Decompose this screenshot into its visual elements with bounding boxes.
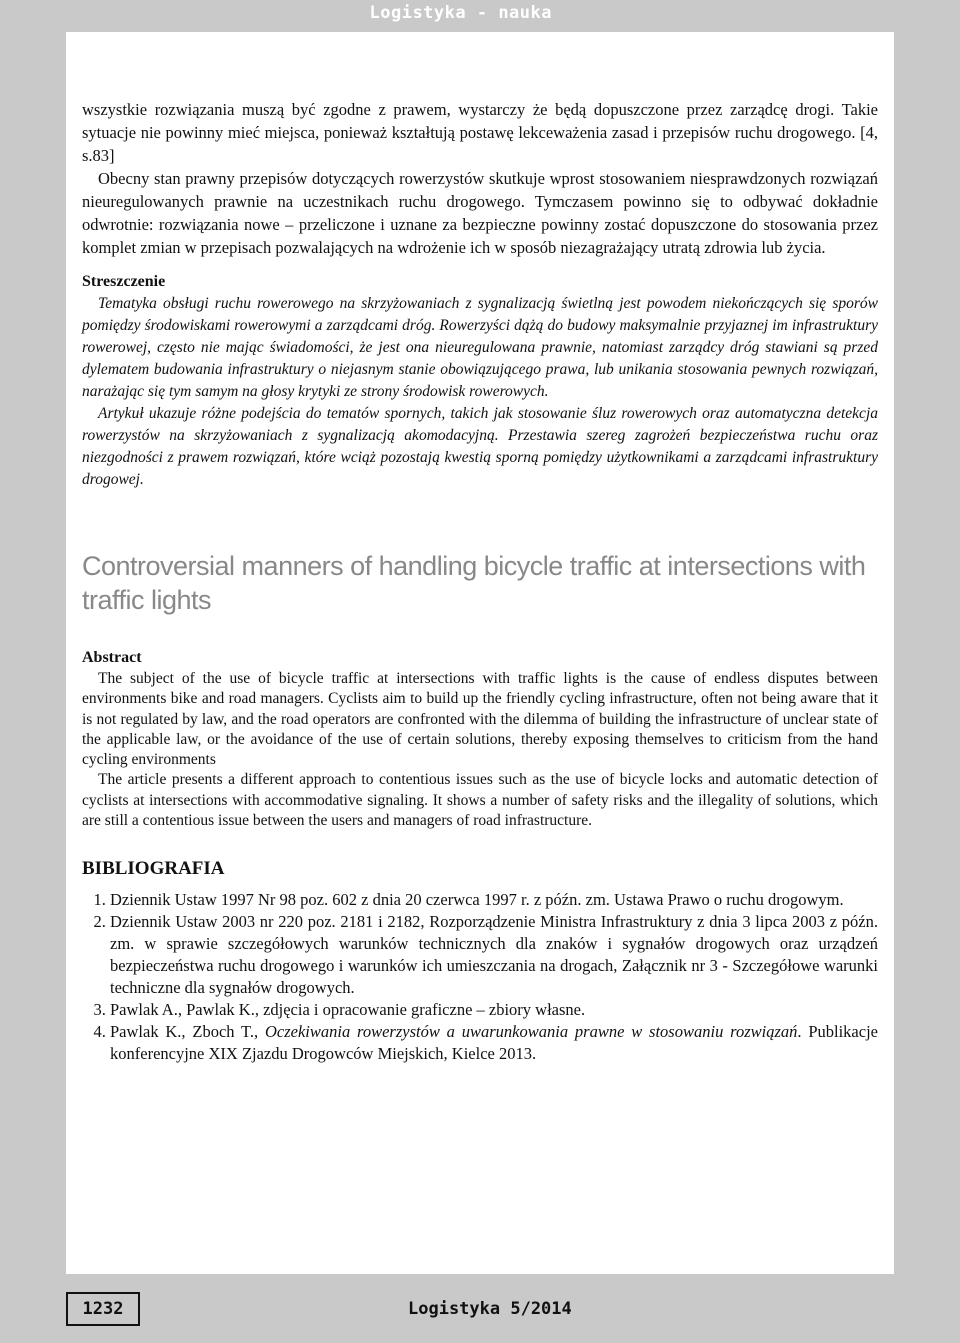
bibliography-item-authors: Pawlak K., Zboch T., [110, 1022, 265, 1042]
intro-paragraph-2: Obecny stan prawny przepisów dotyczących rowerzystów skutkuje wprost stosowaniem niesprawdzonych rozwiązań nieuregulowanych prawnie na uczestnikach ruchu drogowego. Tymczasem powinno się to odbywać dokładnie odwrotnie: rozwiązania nowe – przeliczone i uznane za bezpieczne powinny zostać dopuszczone do stosowania przez komplet zmian w przepisach pozwalających na wdrożenie ich w sposób niezagrażający utratą zdrowia lub życia. [82, 169, 878, 257]
abstract-heading: Abstract [82, 649, 142, 666]
intro-paragraph-1: wszystkie rozwiązania muszą być zgodne z prawem, wystarczy że będą dopuszczone przez zarządcę drogi. Takie sytuacje nie powinny mieć miejsca, ponieważ kształtują postawę lekceważenia zasad i przepisów ruchu drogowego. [4, s.83] [82, 100, 878, 165]
abstract-paragraph-2: The article presents a different approach to contentious issues such as the use of bicycle locks and automatic detection of cyclists at intersections with accommodative signaling. It shows a number of safety risks and the illegality of solutions, which are still a contentious issue between the users and managers of road infrastructure. [82, 771, 878, 830]
streszczenie-paragraph-2: Artykuł ukazuje różne podejścia do tematów spornych, takich jak stosowanie śluz rowerowych oraz automatyczna detekcja rowerzystów na skrzyżowaniach z sygnalizacją akomodacyjną. Przestawia szereg zagrożeń bezpieczeństwa ruchu oraz niezgodności z prawem rozwiązań, które wciąż pozostają kwestią sporną pomiędzy użytkownikami a zarządcami infrastruktury drogowej. [82, 405, 878, 488]
bibliography-list [82, 889, 878, 1065]
running-header-title: Logistyka - nauka [369, 3, 552, 23]
bibliography-item [110, 911, 878, 999]
bibliography-item-text: Dziennik Ustaw 2003 nr 220 poz. 2181 i 2182, Rozporządzenie Ministra Infrastruktury z dnia 3 lipca 2003 z późn. zm. w sprawie szczegółowych warunków technicznych dla znaków i sygnałów drogowych oraz urządzeń bezpieczeństwa ruchu drogowego i warunków ich umieszczania na drogach, Załącznik nr 3 - Szczegółowe warunki techniczne dla sygnałów drogowych. [110, 912, 878, 998]
bibliography-item-title: Oczekiwania rowerzystów a uwarunkowania prawne w stosowaniu rozwiązań [264, 1022, 798, 1042]
page-number-box: 1232 [66, 1292, 140, 1326]
bibliography-item-text: Dziennik Ustaw 1997 Nr 98 poz. 602 z dnia 20 czerwca 1997 r. z późn. zm. Ustawa Prawo o ruchu drogowym. [110, 890, 844, 910]
streszczenie-paragraph-1: Tematyka obsługi ruchu rowerowego na skrzyżowaniach z sygnalizacją świetlną jest powodem niekończących się sporów pomiędzy środowiskami rowerowymi a zarządcami dróg. Rowerzyści dążą do budowy maksymalnie przyjaznej im infrastruktury rowerowej, często nie mając świadomości, że jest ona nieuregulowana prawnie, natomiast zarządcy dróg stawiani są przed dylematem budowania infrastruktury o niejasnym stanie obowiązującego prawa, lub unikania stosowania pewnych rozwiązań, narażając się tym samym na głosy krytyki ze strony środowisk rowerowych. [82, 295, 878, 400]
bibliography-item [110, 889, 878, 911]
footer-journal-issue: Logistyka 5/2014 [408, 1299, 572, 1319]
english-article-title: Controversial manners of handling bicycle traffic at intersections with traffic lights [82, 551, 866, 615]
streszczenie-heading: Streszczenie [82, 273, 166, 290]
page-content [82, 98, 878, 1065]
bibliography-heading: BIBLIOGRAFIA [82, 858, 225, 880]
bibliography-item-text: Pawlak A., Pawlak K., zdjęcia i opracowanie graficzne – zbiory własne. [110, 1000, 586, 1020]
page-sheet [66, 32, 894, 1274]
abstract-paragraph-1: The subject of the use of bicycle traffic at intersections with traffic lights is the cause of endless disputes between environments bike and road managers. Cyclists aim to build up the friendly cycling infrastructure, often not being aware that it is not regulated by law, and the road operators are confronted with the dilemma of building the infrastructure of unclear state of the applicable law, or the avoidance of the use of certain solutions, thereby exposing themselves to criticism from the hand cycling environments [82, 670, 878, 769]
bibliography-item-rest: . Publikacje konferencyjne XIX Zjazdu Drogowców Miejskich, Kielce 2013. [110, 1022, 878, 1064]
bibliography-item [110, 999, 878, 1021]
bibliography-item [110, 1021, 878, 1065]
